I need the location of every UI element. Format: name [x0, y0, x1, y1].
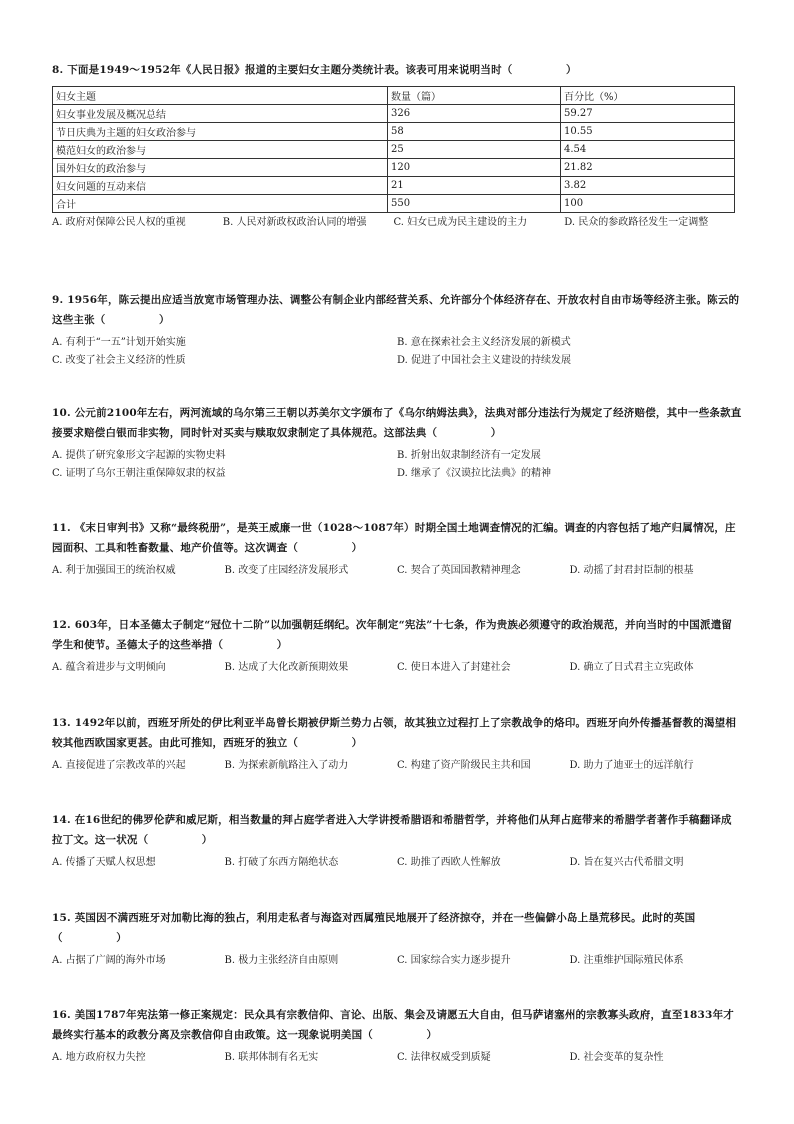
question-12 — [52, 615, 742, 677]
table-header-row — [53, 87, 735, 105]
table-cell: 550 — [388, 195, 561, 213]
question-12-stem: 12. 603年，日本圣德太子制定“冠位十二阶”以加强朝廷纲纪。次年制定“宪法”十七条，作为贵族必须遵守的政治规范，并向当时的中国派遣留学生和使节。圣德太子的这些举措（ ） — [52, 619, 733, 651]
option-b[interactable]: B. 打破了东西方隔绝状态 — [224, 857, 339, 868]
question-10-stem: 10. 公元前2100年左右，两河流域的乌尔第三王朝以苏美尔文字颁布了《乌尔纳姆法典》，法典对部分违法行为规定了经济赔偿，其中一些条款直接要求赔偿白银而非实物，同时针对买卖与赎取奴隶制定了具体规范。这部法典（ ） — [52, 407, 742, 439]
option-b[interactable]: B. 为探索新航路注入了动力 — [224, 760, 349, 771]
option-d[interactable]: D. 民众的参政路径发生一定调整 — [564, 217, 709, 228]
option-a[interactable]: A. 直接促进了宗教改革的兴起 — [52, 760, 186, 771]
table-cell: 妇女问题的互动来信 — [53, 177, 388, 195]
women-topics-table — [52, 86, 735, 213]
option-b[interactable]: B. 人民对新政权政治认同的增强 — [222, 217, 367, 228]
option-b[interactable]: B. 改变了庄园经济发展形式 — [224, 565, 349, 576]
option-a[interactable]: A. 有利于“一五”计划开始实施 — [52, 337, 186, 348]
question-11-options — [52, 562, 742, 580]
table-cell: 模范妇女的政治参与 — [53, 141, 388, 159]
table-cell: 21 — [388, 177, 561, 195]
option-a[interactable]: A. 利于加强国王的统治权威 — [52, 565, 176, 576]
option-b[interactable]: B. 折射出奴隶制经济有一定发展 — [397, 450, 541, 461]
question-15-stem: 15. 英国因不满西班牙对加勒比海的独占，利用走私者与海盗对西属殖民地展开了经济掠夺，并在一些偏僻小岛上垦荒移民。此时的英国（ ） — [52, 912, 696, 944]
table-header-cell: 百分比（%） — [561, 87, 735, 105]
question-15-options — [52, 952, 742, 970]
table-cell: 妇女事业发展及概况总结 — [53, 105, 388, 123]
question-14-options — [52, 854, 742, 872]
question-9-stem: 9. 1956年，陈云提出应适当放宽市场管理办法、调整公有制企业内部经营关系、允许部分个体经济存在、开放农村自由市场等经济主张。陈云的这些主张（ ） — [52, 294, 740, 326]
option-d[interactable]: D. 继承了《汉谟拉比法典》的精神 — [397, 468, 552, 479]
question-8-stem: 8. 下面是1949～1952年《人民日报》报道的主要妇女主题分类统计表。该表可用来说明当时（ ） — [52, 64, 577, 76]
question-14-stem: 14. 在16世纪的佛罗伦萨和威尼斯，相当数量的拜占庭学者进入大学讲授希腊语和希腊哲学，并将他们从拜占庭带来的希腊学者著作手稿翻译成拉丁文。这一状况（ ） — [52, 814, 732, 846]
table-cell: 合计 — [53, 195, 388, 213]
table-cell: 120 — [388, 159, 561, 177]
option-d[interactable]: D. 注重维护国际殖民体系 — [569, 955, 684, 966]
table-row — [53, 123, 735, 141]
question-13-options — [52, 757, 742, 775]
option-c[interactable]: C. 证明了乌尔王朝注重保障奴隶的权益 — [52, 468, 226, 479]
question-11 — [52, 518, 742, 580]
table-cell: 21.82 — [561, 159, 735, 177]
option-a[interactable]: A. 提供了研究象形文字起源的实物史料 — [52, 450, 226, 461]
question-16-options — [52, 1049, 742, 1067]
option-c[interactable]: C. 国家综合实力逐步提升 — [397, 955, 511, 966]
option-b[interactable]: B. 联邦体制有名无实 — [224, 1052, 319, 1063]
table-cell: 326 — [388, 105, 561, 123]
table-total-row — [53, 195, 735, 213]
option-a[interactable]: A. 地方政府权力失控 — [52, 1052, 146, 1063]
table-cell: 10.55 — [561, 123, 735, 141]
question-14 — [52, 810, 742, 872]
question-13-stem: 13. 1492年以前，西班牙所处的伊比利亚半岛曾长期被伊斯兰势力占领，故其独立过程打上了宗教战争的烙印。西班牙向外传播基督教的渴望相较其他西欧国家更甚。由此可推知，西班牙的独立（ ） — [52, 717, 737, 749]
option-c[interactable]: C. 构建了资产阶级民主共和国 — [397, 760, 531, 771]
option-a[interactable]: A. 占据了广阔的海外市场 — [52, 955, 166, 966]
table-row — [53, 177, 735, 195]
option-c[interactable]: C. 妇女已成为民主建设的主力 — [393, 217, 528, 228]
question-13 — [52, 713, 742, 775]
question-15 — [52, 908, 742, 970]
table-row — [53, 141, 735, 159]
question-10 — [52, 403, 742, 483]
option-a[interactable]: A. 传播了天赋人权思想 — [52, 857, 156, 868]
option-d[interactable]: D. 助力了迪亚士的远洋航行 — [569, 760, 694, 771]
option-c[interactable]: C. 契合了英国国教精神理念 — [397, 565, 521, 576]
question-8-options — [52, 214, 735, 231]
option-d[interactable]: D. 旨在复兴古代希腊文明 — [569, 857, 684, 868]
question-9 — [52, 290, 742, 370]
question-9-options — [52, 334, 742, 370]
option-d[interactable]: D. 动摇了封君封臣制的根基 — [569, 565, 694, 576]
table-cell: 4.54 — [561, 141, 735, 159]
question-8 — [52, 60, 742, 231]
option-c[interactable]: C. 改变了社会主义经济的性质 — [52, 355, 186, 366]
question-16 — [52, 1005, 742, 1067]
table-cell: 节日庆典为主题的妇女政治参与 — [53, 123, 388, 141]
table-cell: 59.27 — [561, 105, 735, 123]
table-row — [53, 105, 735, 123]
table-cell: 100 — [561, 195, 735, 213]
table-cell: 25 — [388, 141, 561, 159]
table-cell: 58 — [388, 123, 561, 141]
question-16-stem: 16. 美国1787年宪法第一修正案规定：民众具有宗教信仰、言论、出版、集会及请愿五大自由，但马萨诸塞州的宗教寡头政府，直至1833年才最终实行基本的政教分离及宗教信仰自由政策。这一现象说明美国（ ） — [52, 1009, 734, 1041]
option-b[interactable]: B. 极力主张经济自由原则 — [224, 955, 339, 966]
table-row — [53, 159, 735, 177]
table-cell: 3.82 — [561, 177, 735, 195]
option-c[interactable]: C. 使日本进入了封建社会 — [397, 662, 511, 673]
question-11-stem: 11. 《末日审判书》又称“最终税册”，是英王威廉一世（1028～1087年）时期全国土地调查情况的汇编。调查的内容包括了地产归属情况，庄园面积、工具和牲畜数量、地产价值等。这次调查（ ） — [52, 522, 736, 554]
question-12-options — [52, 659, 742, 677]
option-b[interactable]: B. 达成了大化改新预期效果 — [224, 662, 349, 673]
table-header-cell: 妇女主题 — [53, 87, 388, 105]
table-header-cell: 数量（篇） — [388, 87, 561, 105]
option-c[interactable]: C. 法律权威受到质疑 — [397, 1052, 491, 1063]
question-10-options — [52, 447, 742, 483]
option-c[interactable]: C. 助推了西欧人性解放 — [397, 857, 501, 868]
option-b[interactable]: B. 意在探索社会主义经济发展的新模式 — [397, 337, 571, 348]
table-cell: 国外妇女的政治参与 — [53, 159, 388, 177]
option-d[interactable]: D. 社会变革的复杂性 — [569, 1052, 664, 1063]
option-a[interactable]: A. 政府对保障公民人权的重视 — [52, 217, 186, 228]
option-d[interactable]: D. 促进了中国社会主义建设的持续发展 — [397, 355, 572, 366]
option-a[interactable]: A. 蕴含着进步与文明倾向 — [52, 662, 166, 673]
option-d[interactable]: D. 确立了日式君主立宪政体 — [569, 662, 694, 673]
